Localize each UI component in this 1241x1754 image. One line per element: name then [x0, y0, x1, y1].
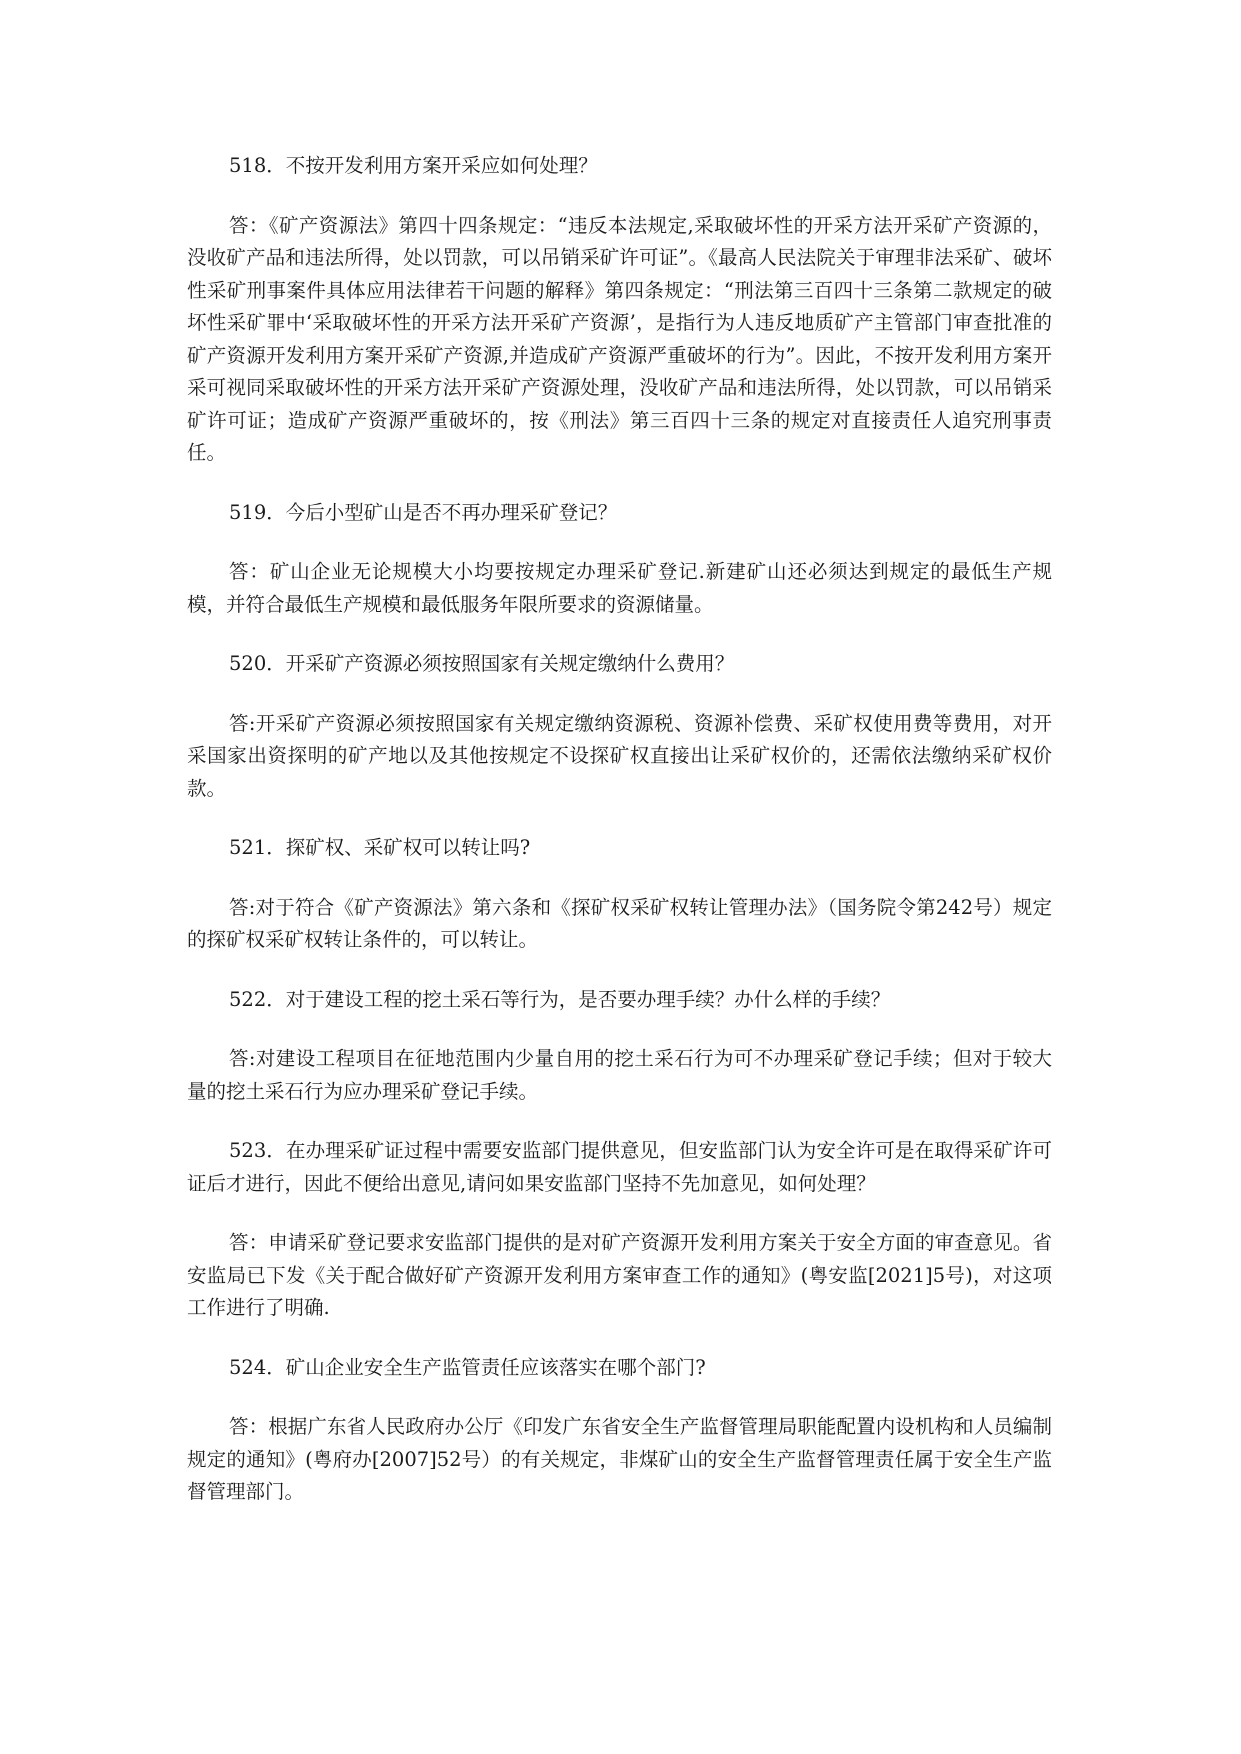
- question-522: 522．对于建设工程的挖土采石等行为，是否要办理手续？办什么样的手续？: [229, 987, 891, 1011]
- question-519: 519．今后小型矿山是否不再办理采矿登记？: [229, 500, 618, 524]
- answer-518: 答：《矿产资源法》第四十四条规定：“违反本法规定,采取破坏性的开采方法开采矿产资源的，没收矿产品和违法所得，处以罚款，可以吊销采矿许可证”。《最高人民法院关于审理非法采矿、破坏性采矿刑事案件具体应用法律若干问题的解释》第四条规定：“刑法第三百四十三条第二款规定的破坏性采矿罪中‘采取破坏性的开采方法开采矿产资源’，是指行为人违反地质矿产主管部门审查批准的矿产资源开发利用方案开采矿产资源,并造成矿产资源严重破坏的行为”。因此，不按开发利用方案开采可视同采取破坏性的开采方法开采矿产资源处理，没收矿产品和违法所得，处以罚款，可以吊销采矿许可证；造成矿产资源严重破坏的，按《刑法》第三百四十三条的规定对直接责任人追究刑事责任。: [187, 213, 1052, 464]
- answer-523: 答：申请采矿登记要求安监部门提供的是对矿产资源开发利用方案关于安全方面的审查意见。省安监局已下发《关于配合做好矿产资源开发利用方案审查工作的通知》(粤安监[2021]5号)，对这项工作进行了明确.: [187, 1231, 1052, 1319]
- question-524: 524．矿山企业安全生产监管责任应该落实在哪个部门?: [229, 1355, 706, 1379]
- answer-524: 答：根据广东省人民政府办公厅《印发广东省安全生产监督管理局职能配置内设机构和人员编制规定的通知》(粤府办[2007]52号）的有关规定，非煤矿山的安全生产监督管理责任属于安全生产监督管理部门。: [187, 1415, 1052, 1503]
- qa-item-524: [187, 1352, 1052, 1509]
- question-520: 520．开采矿产资源必须按照国家有关规定缴纳什么费用？: [229, 652, 735, 675]
- question-523: 523．在办理采矿证过程中需要安监部门提供意见，但安监部门认为安全许可是在取得采矿许可证后才进行，因此不便给出意见,请问如果安监部门坚持不先加意见，如何处理？: [187, 1139, 1052, 1195]
- question-521: 521．探矿权、采矿权可以转让吗?: [229, 836, 531, 859]
- question-518: 518．不按开发利用方案开采应如何处理？: [229, 154, 598, 177]
- qa-item-519: [187, 497, 1052, 622]
- qa-item-523: [187, 1135, 1052, 1325]
- answer-521: 答:对于符合《矿产资源法》第六条和《探矿权采矿权转让管理办法》（国务院令第242号）规定的探矿权采矿权转让条件的，可以转让。: [187, 895, 1052, 951]
- qa-item-521: [187, 832, 1052, 957]
- qa-item-520: [187, 648, 1052, 805]
- document-body: [187, 150, 1052, 1536]
- answer-519: 答：矿山企业无论规模大小均要按规定办理采矿登记.新建矿山还必须达到规定的最低生产规模，并符合最低生产规模和最低服务年限所要求的资源储量。: [187, 560, 1052, 616]
- qa-item-518: [187, 150, 1052, 470]
- answer-522: 答:对建设工程项目在征地范围内少量自用的挖土采石行为可不办理采矿登记手续；但对于较大量的挖土采石行为应办理采矿登记手续。: [187, 1047, 1052, 1103]
- answer-520: 答:开采矿产资源必须按照国家有关规定缴纳资源税、资源补偿费、采矿权使用费等费用，对开采国家出资探明的矿产地以及其他按规定不设探矿权直接出让采矿权价的，还需依法缴纳采矿权价款。: [187, 711, 1052, 800]
- qa-item-522: [187, 984, 1052, 1109]
